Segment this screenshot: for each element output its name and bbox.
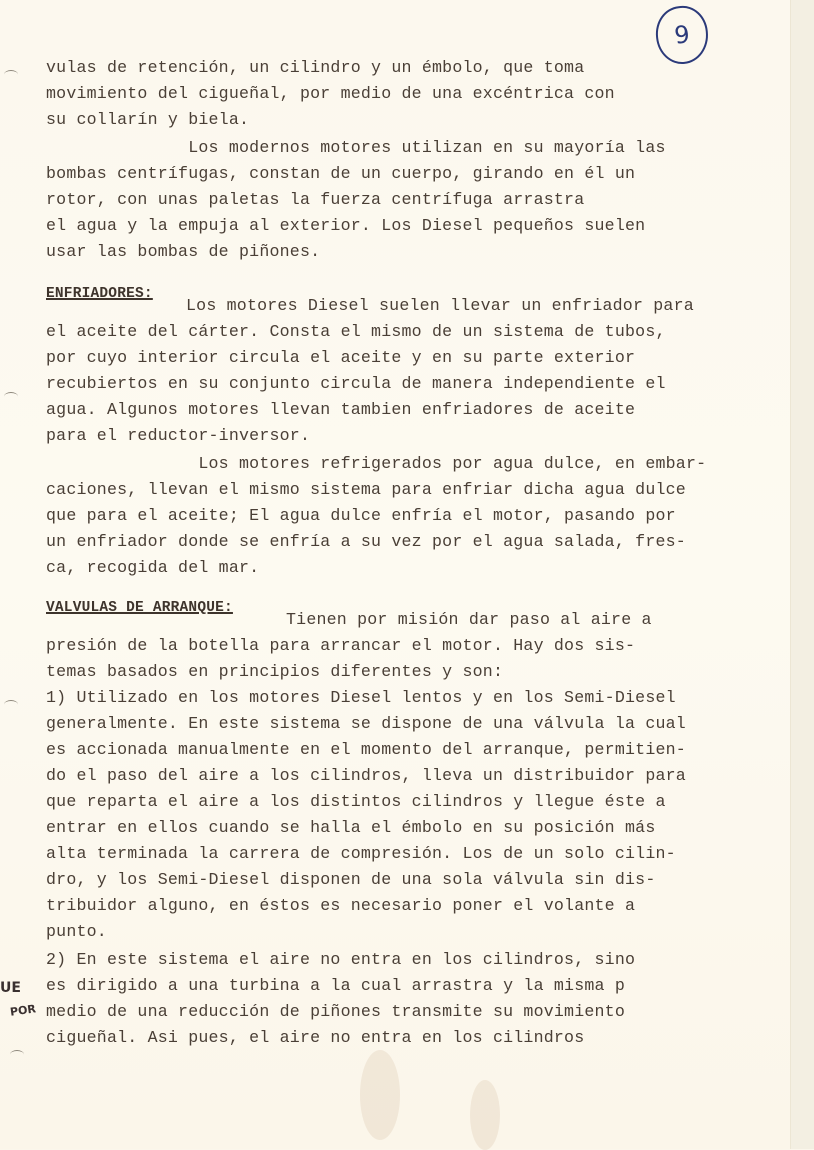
text-line: temas basados en principios diferentes y son: bbox=[46, 662, 504, 681]
text-line: caciones, llevan el mismo sistema para enfriar dicha agua dulce bbox=[46, 480, 686, 499]
text-line: el agua y la empuja al exterior. Los Diesel pequeños suelen bbox=[46, 216, 646, 235]
section-heading-enfriadores: ENFRIADORES: bbox=[46, 286, 153, 302]
margin-tick bbox=[4, 70, 18, 79]
text-line: cigueñal. Asi pues, el aire no entra en los cilindros bbox=[46, 1028, 585, 1047]
text-line: 1) Utilizado en los motores Diesel lentos y en los Semi-Diesel bbox=[46, 688, 676, 707]
text-line: recubiertos en su conjunto circula de manera independiente el bbox=[46, 374, 666, 393]
text-line: entrar en ellos cuando se halla el émbolo en su posición más bbox=[46, 818, 656, 837]
text-line: do el paso del aire a los cilindros, lleva un distribuidor para bbox=[46, 766, 686, 785]
stain bbox=[360, 1050, 400, 1140]
text-line: que para el aceite; El agua dulce enfría el motor, pasando por bbox=[46, 506, 676, 525]
stain bbox=[470, 1080, 500, 1150]
text-line: punto. bbox=[46, 922, 107, 941]
text-line: para el reductor-inversor. bbox=[46, 426, 311, 445]
text-line: es dirigido a una turbina a la cual arrastra y la misma p bbox=[46, 976, 625, 995]
text-line: el aceite del cárter. Consta el mismo de un sistema de tubos, bbox=[46, 322, 666, 341]
text-line: rotor, con unas paletas la fuerza centrífuga arrastra bbox=[46, 190, 585, 209]
margin-tick bbox=[10, 1050, 24, 1059]
text-line: ca, recogida del mar. bbox=[46, 558, 260, 577]
text-line: es accionada manualmente en el momento del arranque, permitien- bbox=[46, 740, 686, 759]
margin-tick bbox=[4, 700, 18, 709]
text-line: Los motores refrigerados por agua dulce, en embar- bbox=[46, 454, 707, 473]
page-number: 9 bbox=[653, 3, 711, 66]
margin-note: POR bbox=[9, 1002, 37, 1019]
text-line: por cuyo interior circula el aceite y en su parte exterior bbox=[46, 348, 636, 367]
paper-edge bbox=[790, 0, 814, 1149]
text-line: vulas de retención, un cilindro y un émbolo, que toma bbox=[46, 58, 585, 77]
text-line: su collarín y biela. bbox=[46, 110, 250, 129]
text-line: Los motores Diesel suelen llevar un enfriador para bbox=[186, 296, 694, 315]
text-line: Tienen por misión dar paso al aire a bbox=[286, 610, 652, 629]
text-line: movimiento del cigueñal, por medio de una excéntrica con bbox=[46, 84, 615, 103]
text-line: tribuidor alguno, en éstos es necesario poner el volante a bbox=[46, 896, 636, 915]
text-line: 2) En este sistema el aire no entra en los cilindros, sino bbox=[46, 950, 636, 969]
text-line: bombas centrífugas, constan de un cuerpo, girando en él un bbox=[46, 164, 636, 183]
text-line: dro, y los Semi-Diesel disponen de una sola válvula sin dis- bbox=[46, 870, 656, 889]
section-heading-valvulas: VALVULAS DE ARRANQUE: bbox=[46, 600, 233, 616]
text-line: generalmente. En este sistema se dispone de una válvula la cual bbox=[46, 714, 686, 733]
margin-note: UE bbox=[0, 980, 21, 996]
text-line: usar las bombas de piñones. bbox=[46, 242, 321, 261]
text-line: presión de la botella para arrancar el motor. Hay dos sis- bbox=[46, 636, 636, 655]
text-line: alta terminada la carrera de compresión. Los de un solo cilin- bbox=[46, 844, 676, 863]
text-line: agua. Algunos motores llevan tambien enfriadores de aceite bbox=[46, 400, 636, 419]
text-line: un enfriador donde se enfría a su vez por el agua salada, fres- bbox=[46, 532, 686, 551]
text-line: medio de una reducción de piñones transmite su movimiento bbox=[46, 1002, 625, 1021]
text-line: Los modernos motores utilizan en su mayoría las bbox=[46, 138, 666, 157]
margin-tick bbox=[4, 392, 18, 401]
text-line: que reparta el aire a los distintos cilindros y llegue éste a bbox=[46, 792, 666, 811]
